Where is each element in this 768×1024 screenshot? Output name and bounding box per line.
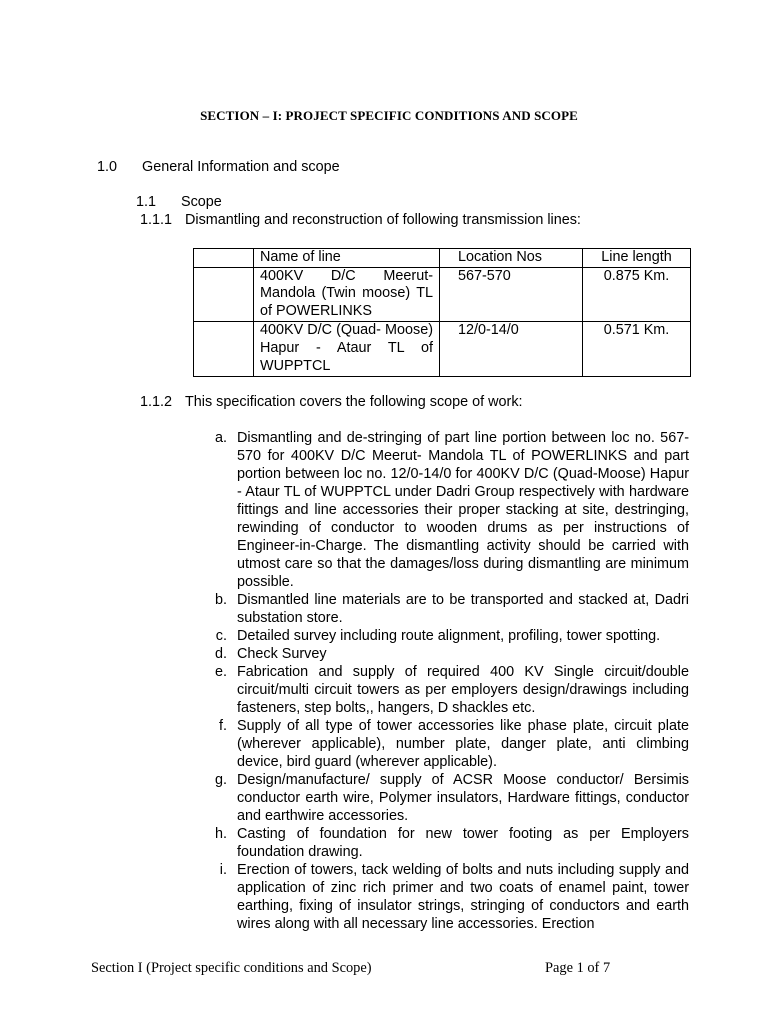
cell-location: 12/0-14/0 (440, 322, 583, 377)
header-name: Name of line (254, 249, 440, 268)
cell-serial (194, 267, 254, 322)
cell-name: 400KV D/C Meerut- Mandola (Twin moose) TL of POWERLINKS (254, 267, 440, 322)
list-text: Check Survey (237, 646, 327, 662)
cell-serial (194, 322, 254, 377)
header-serial (194, 249, 254, 268)
header-length: Line length (583, 249, 691, 268)
list-text: Design/manufacture/ supply of ACSR Moose conductor/ Bersimis conductor earth wire, Polymer insulators, Hardware fittings, conductor and earthwire accessories. (237, 772, 689, 824)
heading-number: 1.0 (97, 159, 118, 175)
list-item (207, 717, 689, 771)
list-item (207, 663, 689, 717)
list-text: Dismantling and de-stringing of part line portion between loc no. 567-570 for 400KV D/C Meerut- Mandola TL of POWERLINKS and part portion between loc no. 12/0-14/0 for 400KV D/C (Quad-Moose) Hapur - Ataur TL of WUPPTCL under Dadri Group respectively with hardware fittings and line accessories their proper stacking at site, destringing, rewinding of conductor to wooden drums as per instructions of Engineer-in-Charge. The dismantling activity should be carried with utmost care so that the damages/loss during dismantling are minimum possible. (237, 430, 689, 590)
list-marker: b. (214, 592, 227, 608)
list-marker: c. (215, 628, 227, 644)
table-header-row (194, 249, 691, 268)
footer-section-label: Section I (Project specific conditions and Scope) (91, 960, 372, 976)
heading-text: Dismantling and reconstruction of following transmission lines: (185, 212, 581, 228)
list-marker: e. (214, 664, 227, 680)
section-title: SECTION – I: PROJECT SPECIFIC CONDITIONS AND SCOPE (200, 108, 578, 123)
list-text: Supply of all type of tower accessories like phase plate, circuit plate (wherever applicable), number plate, danger plate, anti climbing device, bird guard (wherever applicable). (237, 718, 689, 770)
list-text: Erection of towers, tack welding of bolts and nuts including supply and application of zinc rich primer and two coats of enamel paint, tower earthing, fixing of insulator strings, stringing of conductors and earth wires along with all necessary line accessories. Erection (237, 862, 689, 932)
list-item (207, 627, 689, 645)
list-marker: g. (214, 772, 227, 788)
list-item (207, 861, 689, 933)
heading-number: 1.1.1 (140, 212, 173, 228)
heading-dismantling (140, 212, 581, 229)
cell-name: 400KV D/C (Quad- Moose) Hapur - Ataur TL of WUPPTCL (254, 322, 440, 377)
list-marker: a. (214, 430, 227, 446)
list-item (207, 825, 689, 861)
list-marker: h. (214, 826, 227, 842)
list-text: Fabrication and supply of required 400 KV Single circuit/double circuit/multi circuit towers as per employers design/drawings including fasteners, step bolts,, hangers, D shackles etc. (237, 664, 689, 716)
heading-text: This specification covers the following scope of work: (185, 394, 523, 410)
list-item (207, 771, 689, 825)
list-text: Dismantled line materials are to be transported and stacked at, Dadri substation store. (237, 592, 689, 626)
cell-length: 0.571 Km. (583, 322, 691, 377)
cell-length: 0.875 Km. (583, 267, 691, 322)
table-row (194, 322, 691, 377)
list-text: Detailed survey including route alignment, profiling, tower spotting. (237, 628, 661, 644)
heading-general-info (97, 159, 340, 176)
table-row (194, 267, 691, 322)
header-location: Location Nos (440, 249, 583, 268)
list-item (207, 429, 689, 591)
heading-scope (136, 194, 222, 211)
transmission-lines-table (193, 248, 691, 377)
footer-page-number: Page 1 of 7 (545, 960, 611, 976)
list-text: Casting of foundation for new tower footing as per Employers foundation drawing. (237, 826, 689, 860)
list-item (207, 591, 689, 627)
list-marker: f. (219, 718, 227, 734)
list-item (207, 645, 689, 663)
scope-list (207, 429, 689, 933)
heading-text: Scope (181, 194, 222, 210)
heading-specification (140, 394, 523, 411)
heading-number: 1.1.2 (140, 394, 173, 410)
cell-location: 567-570 (440, 267, 583, 322)
list-marker: i. (219, 862, 227, 878)
heading-number: 1.1 (136, 194, 157, 210)
list-marker: d. (214, 646, 227, 662)
heading-text: General Information and scope (142, 159, 340, 175)
